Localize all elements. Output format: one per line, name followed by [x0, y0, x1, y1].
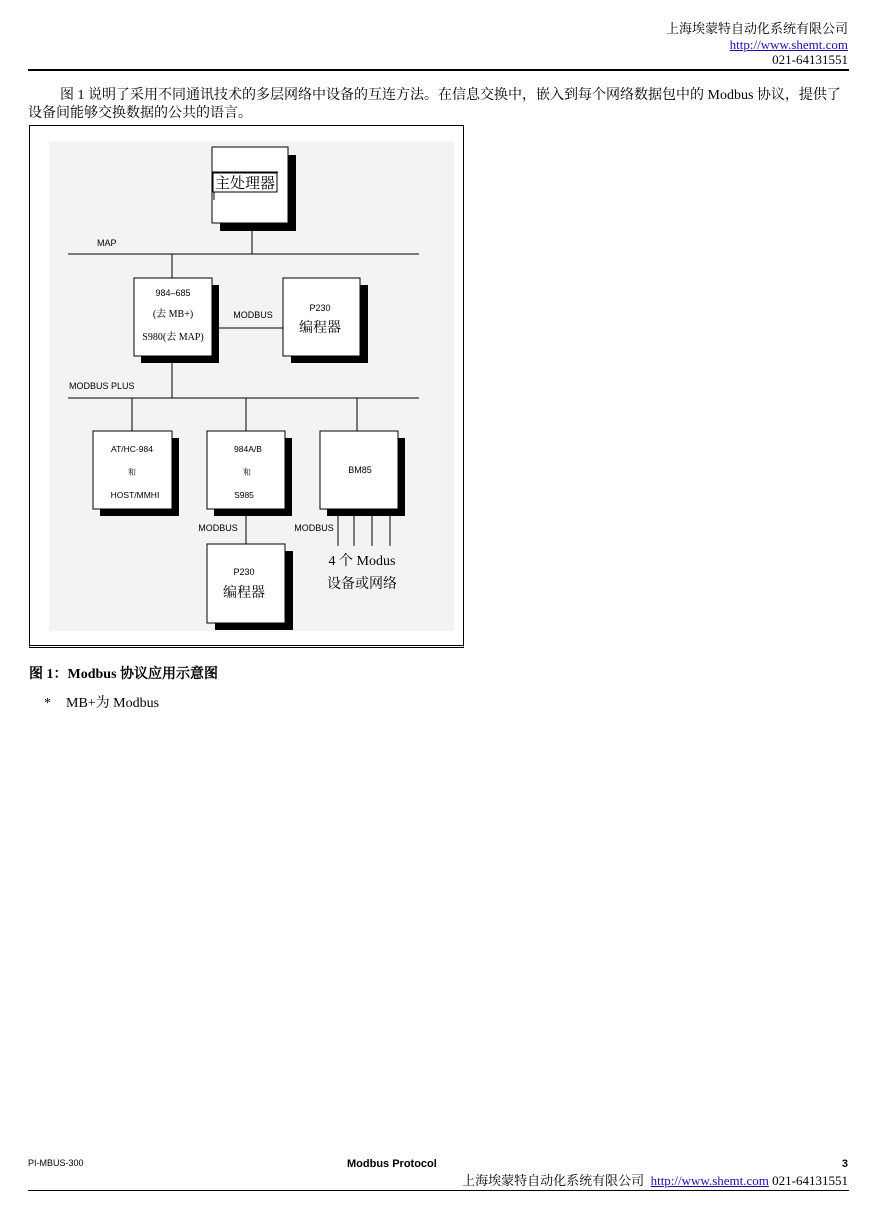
header-company: 上海埃蒙特自动化系统有限公司 — [665, 21, 848, 36]
programmer-1-box — [283, 278, 360, 356]
network-diagram — [30, 126, 463, 645]
modbus-link-label-3: MODBUS — [294, 523, 334, 533]
node-1-line-2: 和 — [128, 468, 136, 477]
footer-page-number: 3 — [841, 1158, 848, 1170]
node-2-line-1: 984A/B — [234, 444, 262, 454]
controller-note-map: S980(去 MAP) — [142, 332, 204, 343]
footer-company: 上海埃蒙特自动化系统有限公司 — [462, 1173, 645, 1188]
controller-note-mb: (去 MB+) — [152, 309, 194, 320]
figure-caption: 图 1：Modbus 协议应用示意图 — [29, 667, 219, 682]
programmer-1-model: P230 — [309, 303, 331, 313]
modbus-plus-label: MODBUS PLUS — [69, 381, 135, 391]
controller-model: 984–685 — [155, 288, 191, 298]
footer-phone: 021-64131551 — [772, 1173, 848, 1188]
node-2-line-3: S985 — [234, 490, 254, 500]
devices-line-2: 设备或网络 — [327, 577, 397, 592]
header-url-link[interactable]: http://www.shemt.com — [729, 37, 848, 52]
devices-line-1: 4 个 Modus — [328, 554, 396, 569]
node-1-line-1: AT/HC-984 — [111, 444, 153, 454]
header-rule — [28, 69, 849, 71]
programmer-2-name: 编程器 — [223, 586, 265, 601]
map-bus-label: MAP — [97, 238, 117, 248]
programmer-2-model: P230 — [233, 567, 255, 577]
footer-url-link[interactable]: http://www.shemt.com — [650, 1173, 769, 1188]
footer-doc-id: PI-MBUS-300 — [28, 1158, 84, 1168]
modbus-link-label-2: MODBUS — [198, 523, 238, 533]
modbus-link-label-1: MODBUS — [233, 310, 273, 320]
footer-title: Modbus Protocol — [347, 1158, 437, 1170]
header-url[interactable] — [730, 37, 848, 52]
header-phone: 021-64131551 — [772, 52, 848, 67]
footnote — [44, 692, 159, 712]
footnote-text: MB+为 Modbus — [66, 696, 160, 711]
footer-contact — [462, 1173, 848, 1188]
node-3-label: BM85 — [348, 465, 372, 475]
programmer-2-box — [207, 544, 285, 623]
node-2-line-2: 和 — [243, 468, 251, 477]
figure-frame — [29, 125, 464, 648]
node-1-line-3: HOST/MMHI — [110, 490, 160, 500]
footer-rule — [28, 1190, 849, 1191]
intro-paragraph: 图 1 说明了采用不同通讯技术的多层网络中设备的互连方法。在信息交换中，嵌入到每个网络数据包中的 Modbus 协议，提供了设备间能够交换数据的公共的语言。 — [28, 88, 841, 121]
footnote-marker: * — [44, 696, 51, 711]
host-label: 主处理器 — [214, 176, 276, 192]
programmer-1-name: 编程器 — [299, 321, 341, 336]
